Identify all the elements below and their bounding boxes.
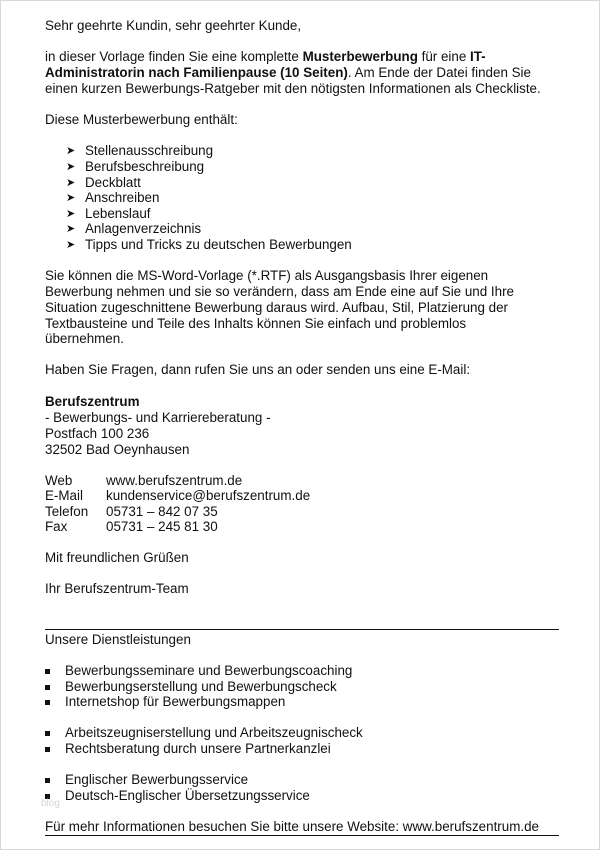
footer-divider xyxy=(45,835,559,836)
arrow-bullet-icon: ➤ xyxy=(66,177,76,189)
arrow-bullet-icon: ➤ xyxy=(66,208,76,220)
square-bullet-icon xyxy=(45,778,50,783)
email-link[interactable]: kundenservice@berufszentrum.de xyxy=(106,488,311,503)
fax-value: 05731 – 245 81 30 xyxy=(106,519,218,534)
contents-heading: Diese Musterbewerbung enthält: xyxy=(45,112,238,127)
arrow-bullet-icon: ➤ xyxy=(66,161,76,173)
list-item xyxy=(66,206,151,221)
contact-label: E-Mail xyxy=(45,488,83,503)
list-item xyxy=(66,159,205,174)
footer-text: Für mehr Informationen besuchen Sie bitte unsere Website: www.berufszentrum.de xyxy=(45,819,539,834)
list-item-text: Anlagenverzeichnis xyxy=(85,221,202,236)
service-text: Bewerbungserstellung und Bewerbungscheck xyxy=(65,679,337,694)
intro-text: für eine xyxy=(417,49,470,64)
service-text: Internetshop für Bewerbungsmappen xyxy=(65,694,286,709)
usage-line: Sie können die MS-Word-Vorlage (*.RTF) als Ausgangsbasis Ihrer eigenen xyxy=(45,268,489,283)
intro-bold: Administratorin nach Familienpause (10 Seiten) xyxy=(45,65,348,80)
service-item xyxy=(65,741,331,756)
intro-line-2 xyxy=(45,65,531,81)
company-tagline: - Bewerbungs- und Karriereberatung - xyxy=(45,410,271,425)
watermark: blog xyxy=(41,798,60,809)
list-item-text: Lebenslauf xyxy=(85,206,151,221)
square-bullet-icon xyxy=(45,747,50,752)
services-heading: Unsere Dienstleistungen xyxy=(45,632,191,647)
list-item xyxy=(66,143,214,158)
arrow-bullet-icon: ➤ xyxy=(66,192,76,204)
list-item xyxy=(66,175,141,190)
greeting: Sehr geehrte Kundin, sehr geehrter Kunde, xyxy=(45,18,302,33)
service-item xyxy=(65,725,363,740)
square-bullet-icon xyxy=(45,700,50,705)
phone-value: 05731 – 842 07 35 xyxy=(106,504,218,519)
intro-text: . Am Ende der Datei finden Sie xyxy=(347,65,531,80)
intro-text: in dieser Vorlage finden Sie eine komplette xyxy=(45,49,303,64)
contact-row xyxy=(45,473,242,488)
service-item xyxy=(65,663,352,678)
service-text: Rechtsberatung durch unsere Partnerkanzlei xyxy=(65,741,331,756)
arrow-bullet-icon: ➤ xyxy=(66,145,76,157)
intro-bold: Musterbewerbung xyxy=(302,49,418,64)
contact-label: Web xyxy=(45,473,73,488)
service-text: Englischer Bewerbungsservice xyxy=(65,772,249,787)
list-item-text: Berufsbeschreibung xyxy=(85,159,205,174)
list-item-text: Deckblatt xyxy=(85,175,141,190)
list-item xyxy=(66,221,202,236)
usage-line: Bewerbung nehmen und sie so verändern, dass am Ende eine auf Sie und Ihre xyxy=(45,284,514,299)
service-item xyxy=(65,694,285,709)
square-bullet-icon xyxy=(45,685,50,690)
contact-label: Fax xyxy=(45,519,68,534)
list-item xyxy=(66,190,160,205)
intro-line-3: einen kurzen Bewerbungs-Ratgeber mit den nötigsten Informationen als Checkliste. xyxy=(45,81,541,96)
arrow-bullet-icon: ➤ xyxy=(66,223,76,235)
usage-line: übernehmen. xyxy=(45,331,124,346)
questions-text: Haben Sie Fragen, dann rufen Sie uns an oder senden uns eine E-Mail: xyxy=(45,362,471,377)
service-item xyxy=(65,788,310,803)
service-item xyxy=(65,772,248,787)
usage-line: Situation zugeschnittene Bewerbung daraus wird. Aufbau, Stil, Platzierung der xyxy=(45,300,509,315)
contact-row xyxy=(45,519,218,534)
closing: Mit freundlichen Grüßen xyxy=(45,550,189,565)
divider xyxy=(45,629,559,630)
list-item-text: Anschreiben xyxy=(85,190,160,205)
company-name: Berufszentrum xyxy=(45,394,140,409)
intro-bold: IT- xyxy=(470,49,486,64)
square-bullet-icon xyxy=(45,669,50,674)
list-item-text: Stellenausschreibung xyxy=(85,143,214,158)
service-text: Arbeitszeugniserstellung und Arbeitszeugnischeck xyxy=(65,725,363,740)
contact-row xyxy=(45,504,218,519)
service-item xyxy=(65,679,337,694)
square-bullet-icon xyxy=(45,731,50,736)
website-link[interactable]: www.berufszentrum.de xyxy=(106,473,243,488)
company-po-box: Postfach 100 236 xyxy=(45,426,150,441)
service-text: Deutsch-Englischer Übersetzungsservice xyxy=(65,788,310,803)
list-item-text: Tipps und Tricks zu deutschen Bewerbungen xyxy=(85,237,352,252)
list-item xyxy=(66,237,352,252)
service-text: Bewerbungsseminare und Bewerbungscoaching xyxy=(65,663,353,678)
usage-line: Textbausteine und Teile des Inhalts können Sie einfach und problemlos xyxy=(45,316,467,331)
company-city: 32502 Bad Oeynhausen xyxy=(45,442,190,457)
arrow-bullet-icon: ➤ xyxy=(66,239,76,251)
contact-row xyxy=(45,488,310,503)
contact-label: Telefon xyxy=(45,504,89,519)
intro-line-1 xyxy=(45,49,486,65)
signature: Ihr Berufszentrum-Team xyxy=(45,581,189,596)
